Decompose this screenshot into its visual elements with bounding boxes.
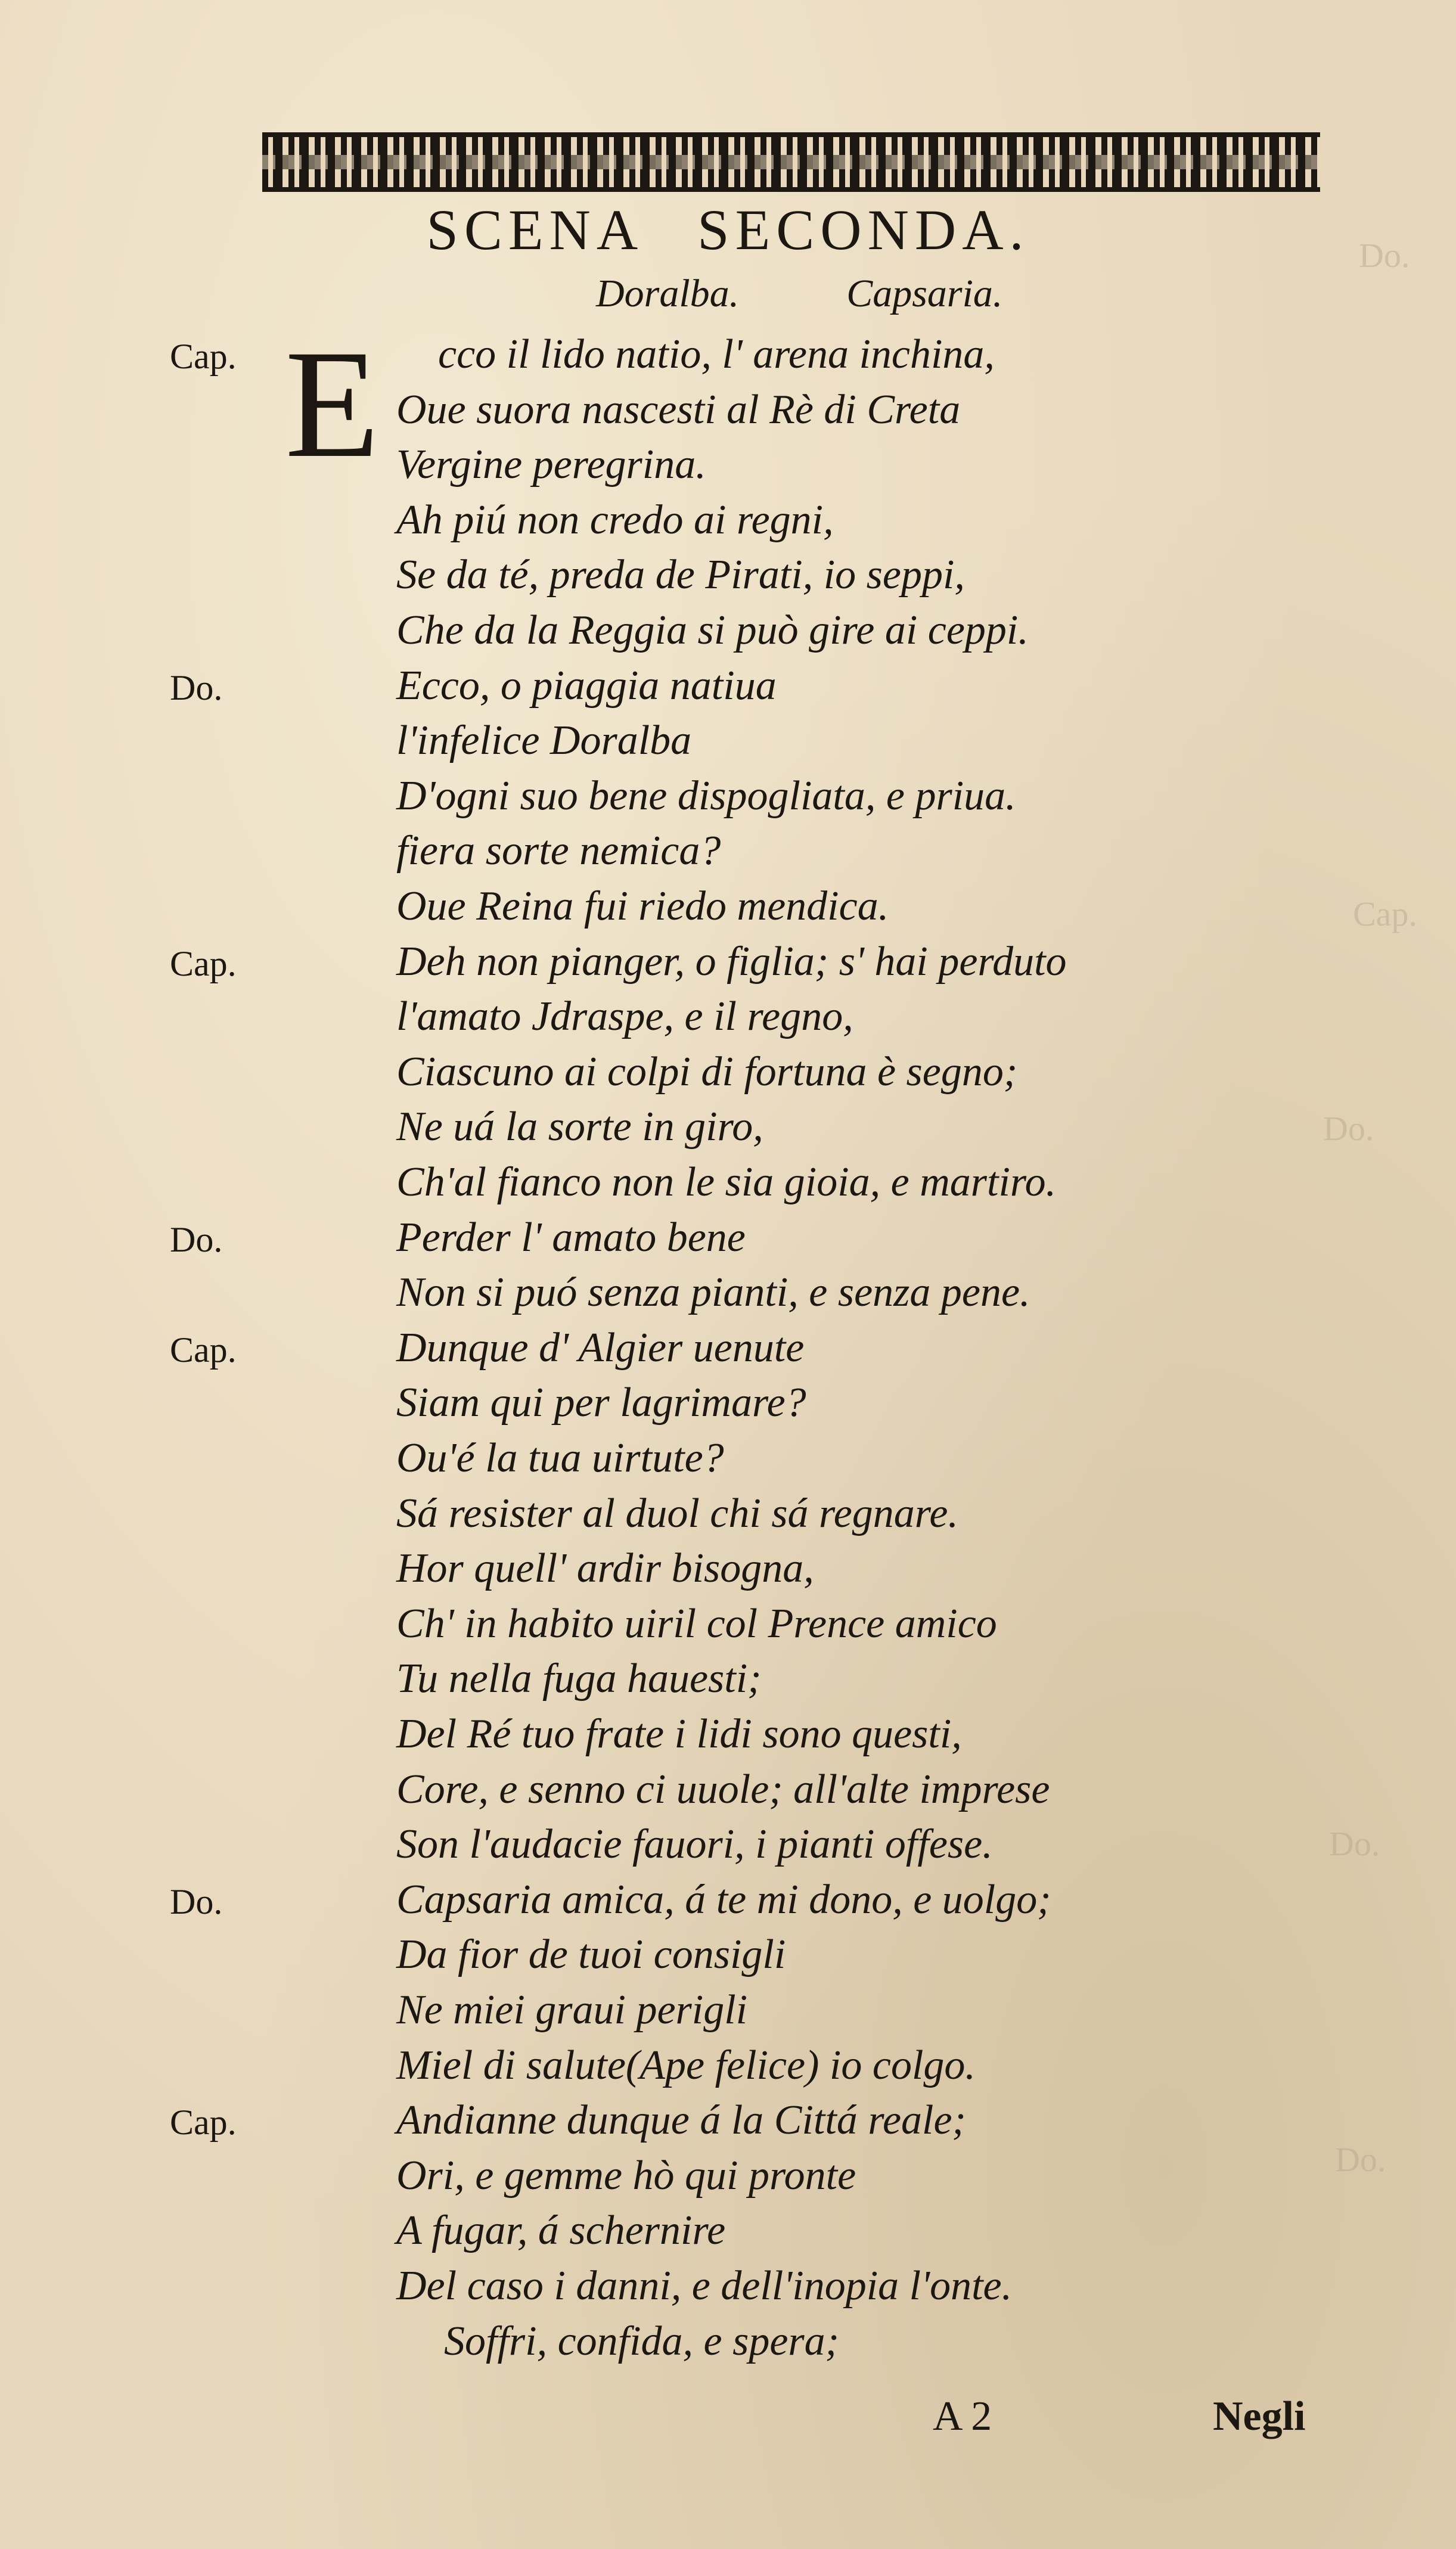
verse-line: fiera sorte nemica? xyxy=(396,828,721,874)
speaker-label: Cap. xyxy=(170,337,237,376)
ornamental-headpiece xyxy=(262,132,1320,192)
verse-line: Core, e senno ci uuole; all'alte imprese xyxy=(396,1766,1050,1812)
verse-line: Ou'é la tua uirtute? xyxy=(396,1435,724,1481)
verse-line: Che da la Reggia si può gire ai ceppi. xyxy=(396,607,1029,653)
verse-line: Ah piú non credo ai regni, xyxy=(396,497,834,543)
verse-line: Ciascuno ai colpi di fortuna è segno; xyxy=(396,1049,1018,1095)
verse-line: Oue Reina fui riedo mendica. xyxy=(396,883,889,929)
verse-line: Ne miei graui perigli xyxy=(396,1987,748,2033)
verse-line: Son l'audacie fauori, i pianti offese. xyxy=(396,1821,993,1867)
speaker-label: Do. xyxy=(170,1882,223,1921)
verse-line: Del caso i danni, e dell'inopia l'onte. xyxy=(396,2263,1013,2309)
verse-line: cco il lido natio, l' arena inchina, xyxy=(438,331,995,377)
verse-line: Vergine peregrina. xyxy=(396,442,706,488)
verse-line: Siam qui per lagrimare? xyxy=(396,1380,806,1426)
verse-line: Ori, e gemme hò qui pronte xyxy=(396,2153,856,2199)
catchword: Negli xyxy=(1213,2393,1306,2439)
verse-line: Da fior de tuoi consigli xyxy=(396,1932,786,1977)
speaker-label: Do. xyxy=(170,668,223,707)
signature-mark: A 2 xyxy=(933,2393,992,2439)
verse-line: Capsaria amica, á te mi dono, e uolgo; xyxy=(396,1877,1051,1923)
verse-line: Del Ré tuo frate i lidi sono questi, xyxy=(396,1711,962,1757)
verse-line: Oue suora nascesti al Rè di Creta xyxy=(396,387,961,433)
show-through-text: Do. xyxy=(1335,2140,1386,2179)
verse-line: Ch'al fianco non le sia gioia, e martiro. xyxy=(396,1159,1057,1205)
show-through-text: Do. xyxy=(1359,236,1410,275)
verse-line: Soffri, confida, e spera; xyxy=(444,2318,839,2364)
scene-title xyxy=(0,197,1456,263)
verse-line: Perder l' amato bene xyxy=(396,1215,746,1260)
verse-line: A fugar, á schernire xyxy=(396,2208,726,2253)
verse-line: Hor quell' ardir bisogna, xyxy=(396,1545,814,1591)
verse-line: l'amato Jdraspe, e il regno, xyxy=(396,993,853,1039)
speaker-label: Cap. xyxy=(170,1330,237,1370)
speaker-label: Cap. xyxy=(170,2103,237,2142)
show-through-text: Cap. xyxy=(1353,895,1417,933)
verse-line: Andianne dunque á la Cittá reale; xyxy=(396,2097,966,2143)
characters-line xyxy=(596,271,1110,316)
verse-line: Sá resister al duol chi sá regnare. xyxy=(396,1491,958,1536)
drop-cap-initial: E xyxy=(285,318,380,490)
verse-line: Miel di salute(Ape felice) io colgo. xyxy=(396,2042,976,2088)
scene-title-word-1: SCENA xyxy=(426,198,644,262)
show-through-text: Do. xyxy=(1329,1824,1380,1863)
verse-line: Tu nella fuga hauesti; xyxy=(396,1656,762,1702)
speaker-label: Cap. xyxy=(170,944,237,983)
verse-line: Dunque d' Algier uenute xyxy=(396,1325,805,1371)
verse-line: l'infelice Doralba xyxy=(396,718,692,763)
verse-line: Ch' in habito uiril col Prence amico xyxy=(396,1601,997,1647)
speaker-label: Do. xyxy=(170,1220,223,1259)
verse-line: Ne uá la sorte in giro, xyxy=(396,1104,763,1150)
verse-line: Ecco, o piaggia natiua xyxy=(396,663,777,709)
character-doralba: Doralba. xyxy=(596,272,740,315)
verse-line: Deh non pianger, o figlia; s' hai perduto xyxy=(396,939,1067,985)
scene-title-word-2: SECONDA. xyxy=(697,198,1030,262)
show-through-text: Do. xyxy=(1323,1109,1374,1148)
verse-line: Non si puó senza pianti, e senza pene. xyxy=(396,1269,1030,1315)
character-capsaria: Capsaria. xyxy=(846,272,1003,315)
ornament-pattern xyxy=(262,155,1320,169)
verse-line: Se da té, preda de Pirati, io seppi, xyxy=(396,552,965,598)
verse-line: D'ogni suo bene dispogliata, e priua. xyxy=(396,773,1016,819)
